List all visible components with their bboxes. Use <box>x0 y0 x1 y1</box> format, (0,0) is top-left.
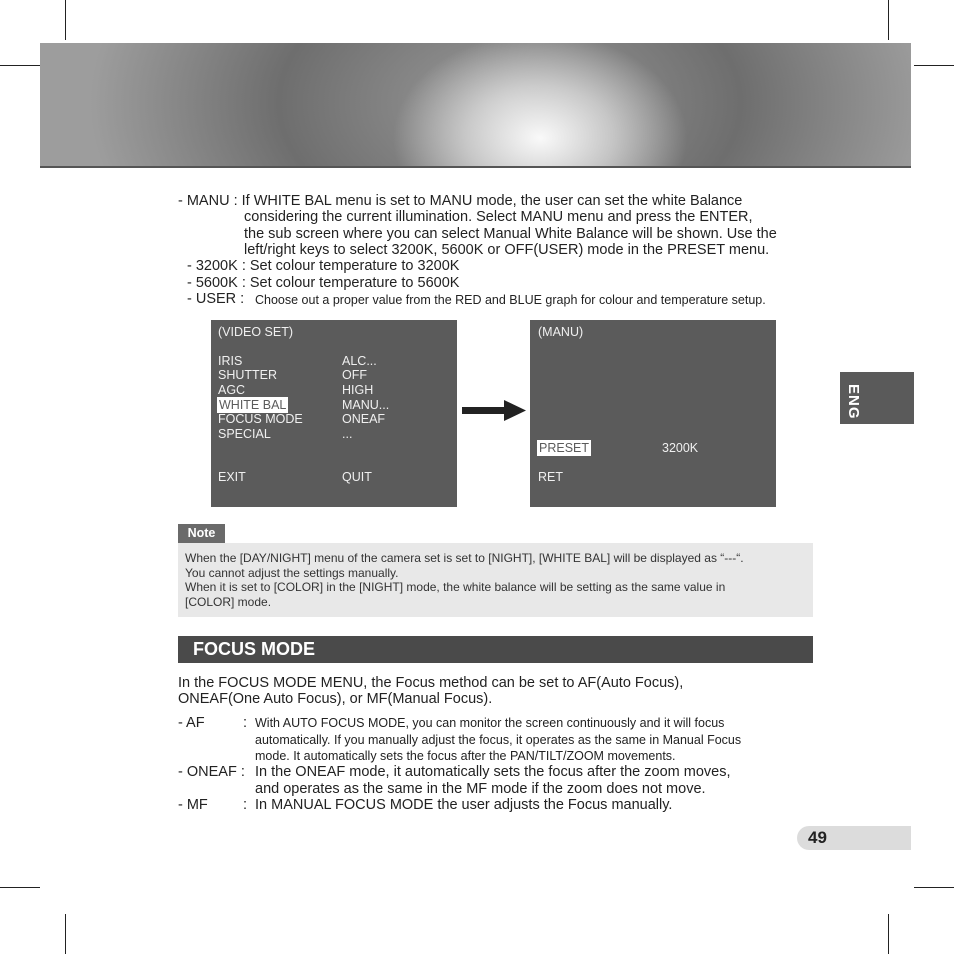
mf-line-1: In MANUAL FOCUS MODE the user adjusts the Focus manually. <box>255 797 673 813</box>
language-tab <box>840 372 914 424</box>
note-line: [COLOR] mode. <box>185 595 272 609</box>
crop-mark <box>914 887 954 888</box>
osd-row-label: IRIS <box>218 354 243 368</box>
option-5600k: - 5600K : Set colour temperature to 5600K <box>187 275 460 291</box>
crop-mark <box>65 914 66 954</box>
osd-manu-screen <box>530 320 776 507</box>
note-label: Note <box>178 524 225 543</box>
right-arrow-icon <box>462 400 526 422</box>
osd-row-label: SPECIAL <box>218 427 271 441</box>
oneaf-line-2: and operates as the same in the MF mode if the zoom does not move. <box>255 781 706 797</box>
osd-exit-value: QUIT <box>342 470 372 484</box>
manu-line-2: considering the current illumination. Select MANU menu and press the ENTER, <box>244 209 753 225</box>
osd-row-value: HIGH <box>342 383 374 397</box>
header-divider <box>40 166 911 168</box>
af-line-1: With AUTO FOCUS MODE, you can monitor the screen continuously and it will focus <box>255 716 725 730</box>
osd-row-label: AGC <box>218 383 246 397</box>
note-line: When it is set to [COLOR] in the [NIGHT] mode, the white balance will be setting as the same value in <box>185 580 726 594</box>
af-line-3: mode. It automatically sets the focus after the PAN/TILT/ZOOM movements. <box>255 749 676 763</box>
osd-title: (VIDEO SET) <box>218 325 294 339</box>
crop-mark <box>0 887 40 888</box>
oneaf-key: - ONEAF : <box>178 764 245 780</box>
manu-line-1: - MANU : If WHITE BAL menu is set to MANU mode, the user can set the white Balance <box>178 193 743 209</box>
crop-mark <box>914 65 954 66</box>
note-line: When the [DAY/NIGHT] menu of the camera set is set to [NIGHT], [WHITE BAL] will be displayed as “---“. <box>185 551 744 565</box>
page-number: 49 <box>808 828 827 847</box>
crop-mark <box>0 65 40 66</box>
crop-mark <box>888 914 889 954</box>
osd-row-value: MANU... <box>342 398 390 412</box>
osd-row-value: OFF <box>342 368 367 382</box>
option-user-key: - USER : <box>187 291 245 307</box>
option-3200k: - 3200K : Set colour temperature to 3200K <box>187 258 460 274</box>
focus-intro-2: ONEAF(One Auto Focus), or MF(Manual Focus). <box>178 691 493 707</box>
manu-line-3: the sub screen where you can select Manual White Balance will be shown. Use the <box>244 226 777 242</box>
crop-mark <box>888 0 889 40</box>
osd-ret-label: RET <box>538 470 563 484</box>
osd-row-value: ALC... <box>342 354 377 368</box>
osd-preset-label-selected: PRESET <box>539 441 590 455</box>
note-box <box>178 543 813 617</box>
header-lens-image <box>40 43 911 167</box>
language-tab-text: ENG <box>845 384 862 420</box>
mf-key: - MF <box>178 797 208 813</box>
mf-sep: : <box>243 797 248 813</box>
osd-row-label: SHUTTER <box>218 368 278 382</box>
af-line-2: automatically. If you manually adjust the focus, it operates as the same in Manual Focus <box>255 733 742 747</box>
option-user-text: Choose out a proper value from the RED and BLUE graph for colour and temperature setup. <box>255 293 766 307</box>
af-key: - AF <box>178 715 205 731</box>
manu-line-4: left/right keys to select 3200K, 5600K or OFF(USER) mode in the PRESET menu. <box>244 242 770 258</box>
crop-mark <box>65 0 66 40</box>
osd-exit-label: EXIT <box>218 470 246 484</box>
section-heading <box>178 636 813 663</box>
note-line: You cannot adjust the settings manually. <box>185 566 399 580</box>
oneaf-line-1: In the ONEAF mode, it automatically sets the focus after the zoom moves, <box>255 764 731 780</box>
osd-preset-value: 3200K <box>662 441 699 455</box>
af-sep: : <box>243 715 248 731</box>
osd-row-label-selected: WHITE BAL <box>219 398 287 412</box>
osd-row-label: FOCUS MODE <box>218 412 303 426</box>
osd-row-value: ... <box>342 427 353 441</box>
section-heading-text: FOCUS MODE <box>193 639 316 659</box>
page-number-bar <box>797 826 911 850</box>
osd-video-set-screen <box>211 320 457 507</box>
osd-row-value: ONEAF <box>342 412 386 426</box>
osd-title: (MANU) <box>538 325 584 339</box>
focus-intro-1: In the FOCUS MODE MENU, the Focus method can be set to AF(Auto Focus), <box>178 675 684 691</box>
